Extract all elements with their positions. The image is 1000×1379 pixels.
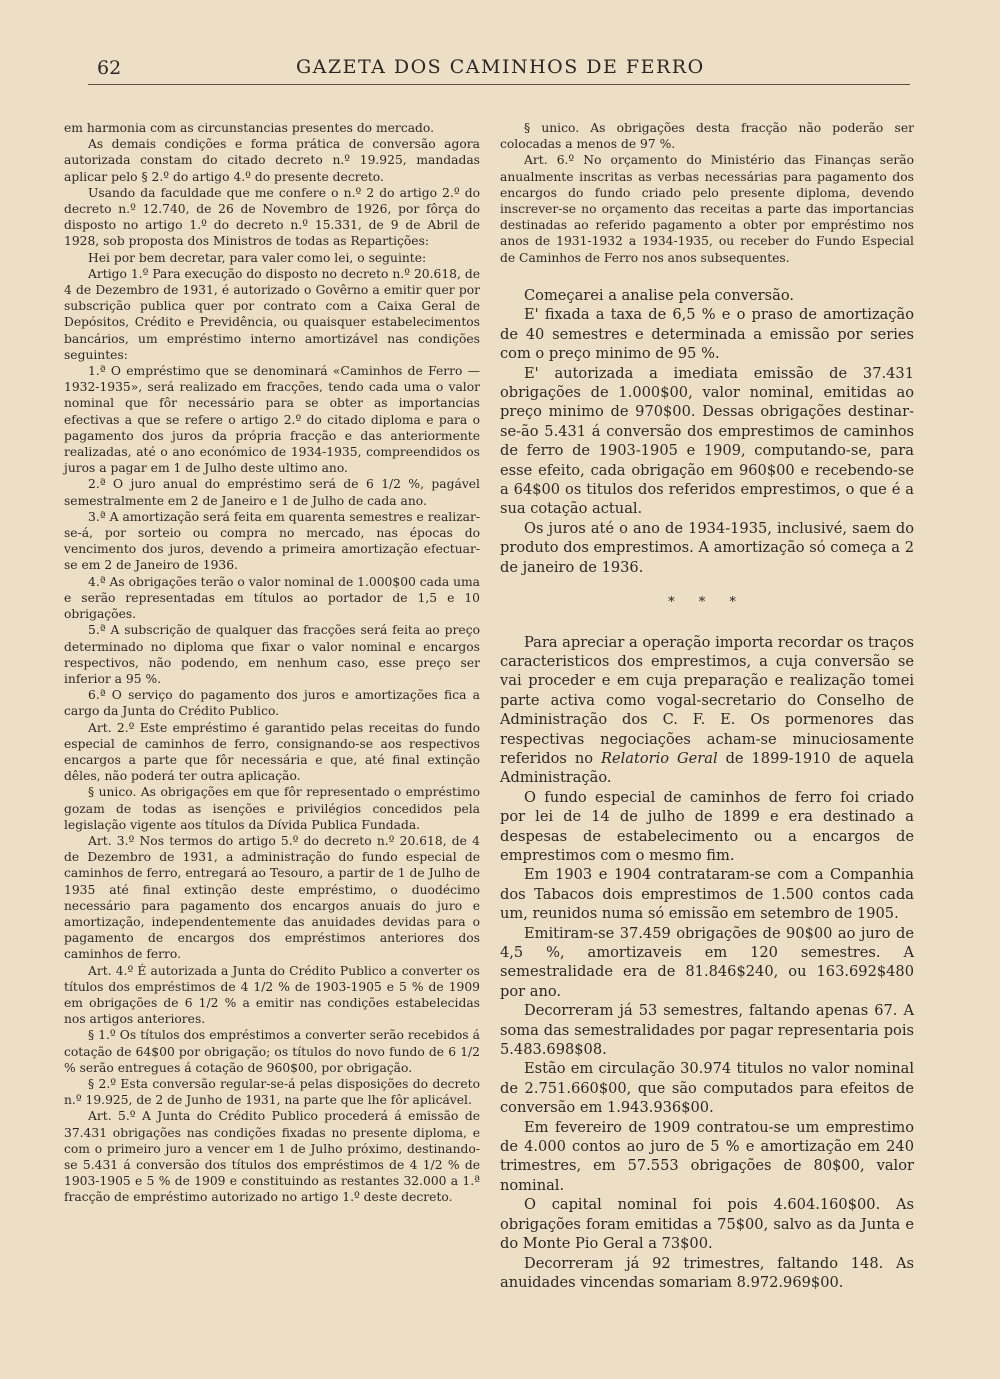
paragraph: 4.ª As obrigações terão o valor nominal de 1.000$00 cada uma e serão representadas em títulos ao portador de 1,5 e 10 obrigações. xyxy=(64,574,481,622)
paragraph: Usando da faculdade que me confere o n.º 2 do artigo 2.º do decreto n.º 12.740, de 26 de Novembro de 1926, por fôrça do disposto no artigo 1.º do decreto n.º 15.331, de 9 de Abril de 1928, sob proposta dos Ministros de todas as Repartições: xyxy=(64,185,480,249)
paragraph: Os juros até o ano de 1934-1935, inclusivé, saem do produto dos emprestimos. A amortização só começa a 2 de janeiro de 1936. xyxy=(500,519,914,576)
paragraph: Começarei a analise pela conversão. xyxy=(524,287,795,304)
paragraph: Decorreram já 53 semestres, faltando apenas 67. A soma das semestralidades por pagar representaria pois 5.483.698$08. xyxy=(500,1002,914,1059)
paragraph: Art. 3.º Nos termos do artigo 5.º do decreto n.º 20.618, de 4 de Dezembro de 1931, a administração do fundo especial de caminhos de ferro, entregará ao Tesouro, a partir de 1 de Julho de 1935 até final extinção deste empréstimo, o duodécimo necessário para pagamento dos encargos anuais do juro e amortização, independentemente das anuidades devidas para o pagamento de encargos dos empréstimos anteriores dos caminhos de ferro. xyxy=(64,833,480,962)
paragraph: E' autorizada a imediata emissão de 37.431 obrigações de 1.000$00, valor nominal, emitidas ao preço minimo de 970$00. Dessas obrigações destinar-se-ão 5.431 á conversão dos emprestimos de caminhos de ferro de 1903-1905 e 1909, computando-se, para esse efeito, cada obrigação em 960$00 e recebendo-se a 64$00 os titulos dos referidos emprestimos, o que é a sua cotação actual. xyxy=(500,364,914,518)
paragraph: Emitiram-se 37.459 obrigações de 90$00 ao juro de 4,5 %, amortizaveis em 120 semestres. A semestralidade era de 81.846$240, ou 163.692$480 por ano. xyxy=(500,924,914,1000)
paragraph: As demais condições e forma prática de conversão agora autorizada constam do citado decreto n.º 19.925, mandadas aplicar pelo § 2.º do artigo 4.º do presente decreto. xyxy=(64,137,480,184)
text-run: de 1899-1910 de aquela Administração. xyxy=(500,749,915,787)
italic-title: Relatorio Geral xyxy=(600,749,718,767)
paragraph: § unico. As obrigações desta fracção não poderão ser colocadas a menos de 97 %. xyxy=(500,121,914,152)
header-rule xyxy=(88,84,910,85)
paragraph: O fundo especial de caminhos de ferro foi criado por lei de 14 de julho de 1899 e era destinado a despesas de estabelecimento ou a encargos de emprestimos com o mesmo fim. xyxy=(500,788,914,864)
paragraph: O capital nominal foi pois 4.604.160$00. As obrigações foram emitidas a 75$00, salvo as da Junta e do Monte Pio Geral a 73$00. xyxy=(500,1196,914,1253)
right-column-article xyxy=(500,286,914,1292)
paragraph: Em 1903 e 1904 contrataram-se com a Companhia dos Tabacos dois emprestimos de 1.500 contos cada um, reunidos numa só emissão em setembro de 1905. xyxy=(500,866,914,923)
right-column-decree xyxy=(500,120,914,266)
paragraph: Hei por bem decretar, para valer como lei, o seguinte: xyxy=(88,250,427,265)
paragraph: § 1.º Os títulos dos empréstimos a converter serão recebidos á cotação de 64$00 por obrigação; os títulos do novo fundo de 6 1/2 % serão entregues á cotação de 960$00, por obrigação. xyxy=(64,1028,480,1075)
paragraph: Estão em circulação 30.974 titulos no valor nominal de 2.751.660$00, que são computados para efeitos de conversão em 1.943.936$00. xyxy=(500,1060,914,1117)
left-column xyxy=(64,120,480,1206)
paragraph: Art. 2.º Este empréstimo é garantido pelas receitas do fundo especial de caminhos de ferro, consignando-se aos respectivos encargos a parte que fôr necessária e que, até final extinção dêles, não poderá ter outra aplicação. xyxy=(64,720,480,784)
paragraph: 1.ª O empréstimo que se denominará «Caminhos de Ferro — 1932-1935», será realizado em fracções, tendo cada uma o valor nominal que fôr necessário para se obter as importancias efectivas a que se refere o artigo 2.º do citado diploma e para o pagamento dos juros da própria fracção e das anteriormente realizadas, até o ano económico de 1934-1935, compreendidos os juros a pagar em 1 de Julho deste ultimo ano. xyxy=(64,364,480,476)
paragraph: em harmonia com as circunstancias presentes do mercado. xyxy=(64,121,434,135)
text-run: Para apreciar a operação importa recordar os traços caracteristicos dos emprestimos, a cuja conversão se vai proceder e em cuja preparação e realização tomei parte activa como vogal-secretario do Conselho de Administração dos C. F. E. Os pormenores das respectivas negociações acham-se minuciosamente referidos no xyxy=(500,633,914,767)
paragraph: Em fevereiro de 1909 contratou-se um emprestimo de 4.000 contos ao juro de 5 % e amortização em 240 trimestres, em 57.553 obrigações de 80$00, valor nominal. xyxy=(500,1118,914,1194)
paragraph: 5.ª A subscrição de qualquer das fracções será feita ao preço determinado no diploma que fixar o valor nominal e encargos respectivos, não podendo, em nenhum caso, esse preço ser inferior a 95 %. xyxy=(64,623,480,686)
paragraph xyxy=(500,633,914,788)
page-title: GAZETA DOS CAMINHOS DE FERRO xyxy=(296,56,705,78)
paragraph: Art. 6.º No orçamento do Ministério das Finanças serão anualmente inscritas as verbas necessárias para pagamento dos encargos do fundo criado pelo presente diploma, devendo inscrever-se no orçamento das receitas a parte das importancias destinadas ao referido pagamento a obter por empréstimo nos anos de 1931-1932 a 1934-1935, ou receber do Fundo Especial de Caminhos de Ferro nos anos subsequentes. xyxy=(500,153,914,265)
section-separator: * * * xyxy=(668,595,746,611)
page-number: 62 xyxy=(97,57,122,79)
paragraph: Art. 5.º A Junta do Crédito Publico procederá á emissão de 37.431 obrigações nas condições fixadas no presente diploma, e com o primeiro juro a vencer em 1 de Julho próximo, destinando-se 5.431 á conversão dos títulos dos empréstimos de 4 1/2 % de 1903-1905 e 5 % de 1909 e constituindo as restantes 32.000 a 1.ª fracção de empréstimo autorizado no artigo 1.º deste decreto. xyxy=(64,1109,480,1205)
paragraph: 2.ª O juro anual do empréstimo será de 6 1/2 %, pagável semestralmente em 2 de Janeiro e 1 de Julho de cada ano. xyxy=(64,477,480,508)
paragraph: E' fixada a taxa de 6,5 % e o praso de amortização de 40 semestres e determinada a emissão por series com o preço minimo de 95 %. xyxy=(500,306,914,363)
paragraph: Artigo 1.º Para execução do disposto no decreto n.º 20.618, de 4 de Dezembro de 1931, é autorizado o Govêrno a emitir quer por subscrição publica quer por contrato com a Caixa Geral de Depósitos, Crédito e Previdência, ou quaisquer estabelecimentos bancários, um empréstimo interno amortizável nas condições seguintes: xyxy=(64,266,480,362)
paragraph: Decorreram já 92 trimestres, faltando 148. As anuidades vincendas somariam 8.972.969$00. xyxy=(500,1254,914,1291)
paragraph: 3.ª A amortização será feita em quarenta semestres e realizar-se-á, por sorteio ou compra no mercado, nas épocas do vencimento dos juros, devendo a primeira amortização efectuar-se em 2 de Janeiro de 1936. xyxy=(64,509,480,573)
paragraph: § unico. As obrigações em que fôr representado o empréstimo gozam de todas as isenções e privilégios concedidos pela legislação vigente aos títulos da Dívida Publica Fundada. xyxy=(64,785,480,832)
paragraph: § 2.º Esta conversão regular-se-á pelas disposições do decreto n.º 19.925, de 2 de Junho de 1931, na parte que lhe fôr aplicável. xyxy=(64,1076,480,1108)
paragraph: 6.ª O serviço do pagamento dos juros e amortizações fica a cargo da Junta do Crédito Publico. xyxy=(64,688,480,719)
paragraph: Art. 4.º É autorizada a Junta do Crédito Publico a converter os títulos dos empréstimos de 4 1/2 % de 1903-1905 e 5 % de 1909 em obrigações de 6 1/2 % a emitir nas condições estabelecidas nos artigos anteriores. xyxy=(64,963,480,1027)
